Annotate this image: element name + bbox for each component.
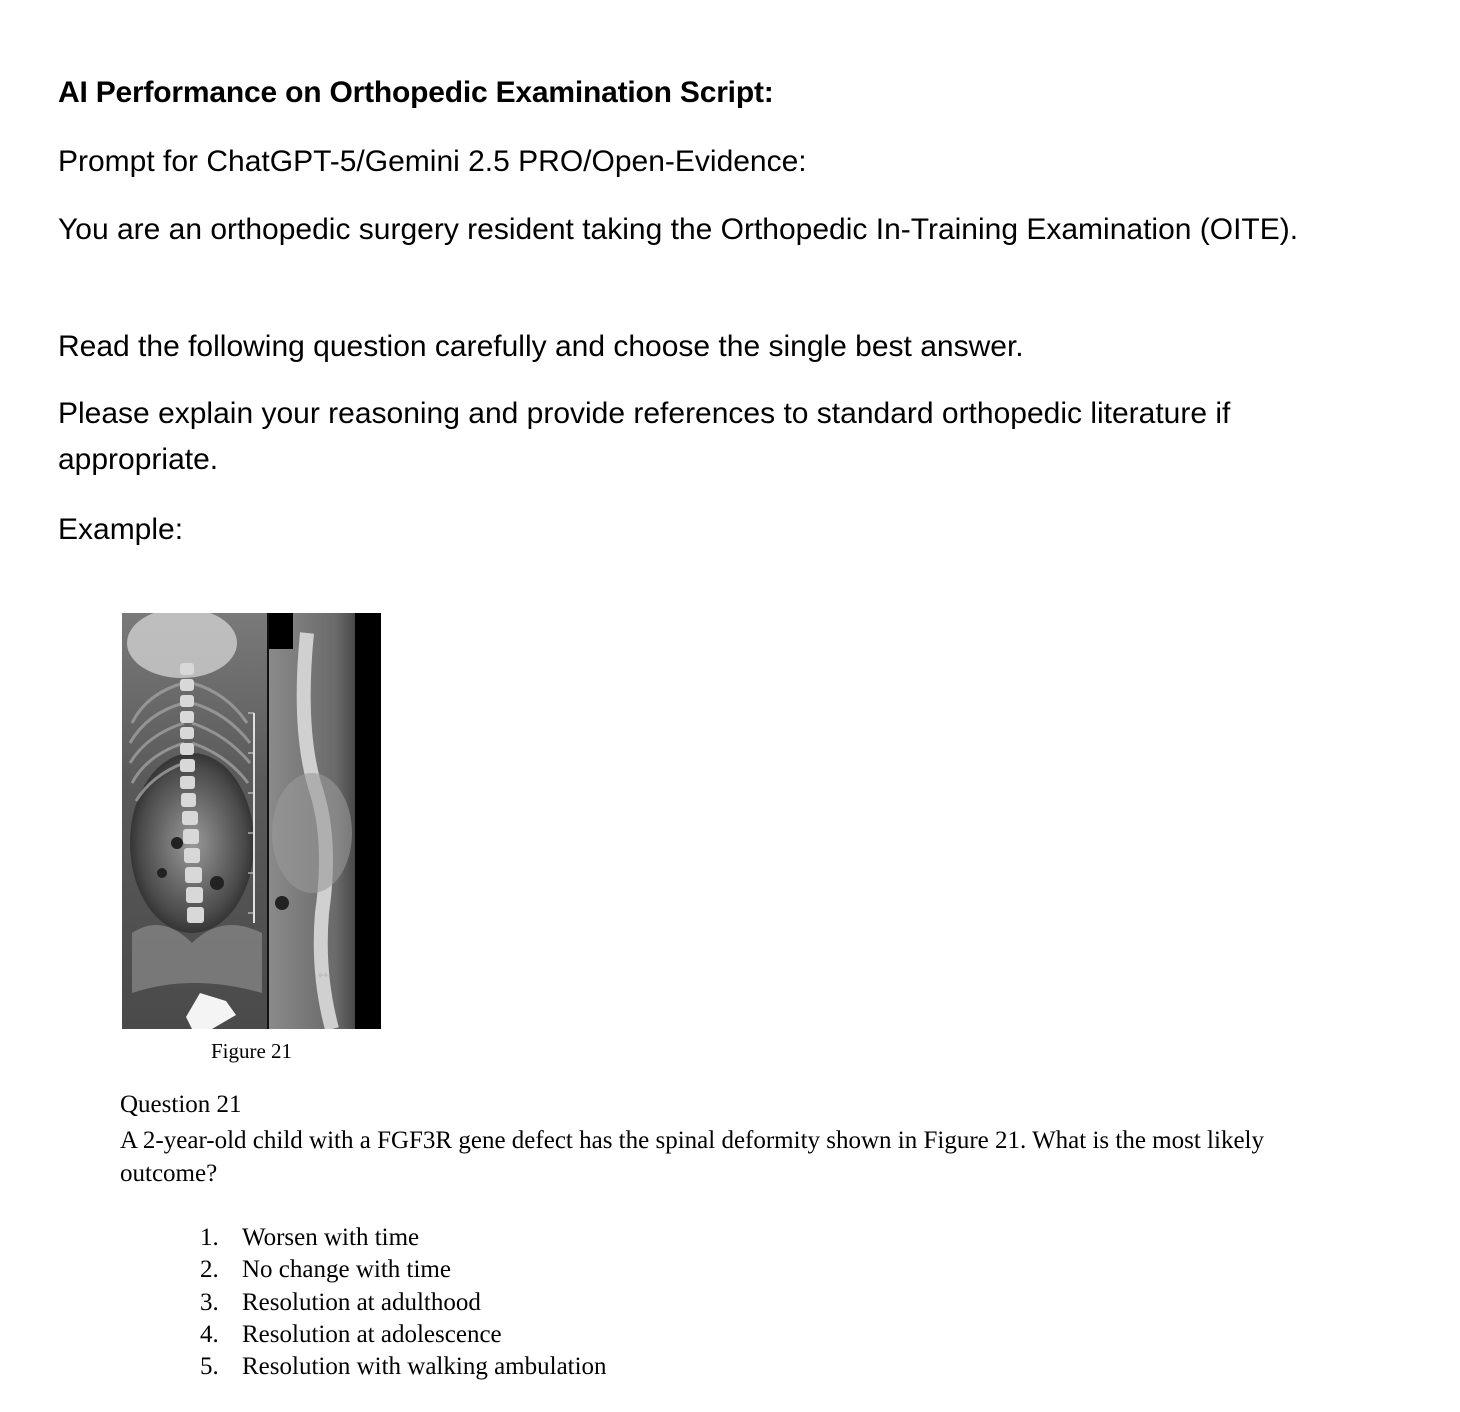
option-number: 1. (200, 1224, 219, 1251)
spine-xray-image (122, 613, 381, 1029)
document-heading: AI Performance on Orthopedic Examination Script: (58, 76, 774, 109)
answer-option (200, 1254, 607, 1286)
question-block (120, 1088, 1320, 1190)
option-number: 3. (200, 1288, 219, 1316)
prompt-label: Prompt for ChatGPT-5/Gemini 2.5 PRO/Open-Evidence: (58, 145, 807, 178)
role-instruction: You are an orthopedic surgery resident taking the Orthopedic In-Training Examination (OITE). (58, 213, 1299, 246)
figure-caption: Figure 21 (210, 1039, 293, 1063)
example-label: Example: (58, 513, 184, 546)
explain-instruction: Please explain your reasoning and provide references to standard orthopedic literature if appropriate. (58, 397, 1231, 476)
option-label: No change with time (242, 1256, 451, 1284)
option-label: Resolution at adulthood (242, 1288, 481, 1316)
svg-text:↔: ↔ (318, 968, 329, 982)
answer-option (200, 1222, 607, 1254)
answer-option (200, 1287, 607, 1319)
option-label: Worsen with time (242, 1224, 420, 1251)
answer-options-list (200, 1222, 607, 1383)
option-number: 4. (200, 1320, 219, 1348)
answer-option (200, 1351, 607, 1383)
question-text: A 2-year-old child with a FGF3R gene defect has the spinal deformity shown in Figure 21. What is the most likely outcome? (120, 1127, 1264, 1187)
option-label: Resolution with walking ambulation (242, 1353, 607, 1381)
option-number: 2. (200, 1256, 219, 1284)
answer-option (200, 1319, 607, 1351)
question-title: Question 21 (120, 1091, 242, 1118)
option-label: Resolution at adolescence (242, 1320, 502, 1348)
option-number: 5. (200, 1353, 219, 1381)
read-instruction: Read the following question carefully and choose the single best answer. (58, 330, 1024, 363)
